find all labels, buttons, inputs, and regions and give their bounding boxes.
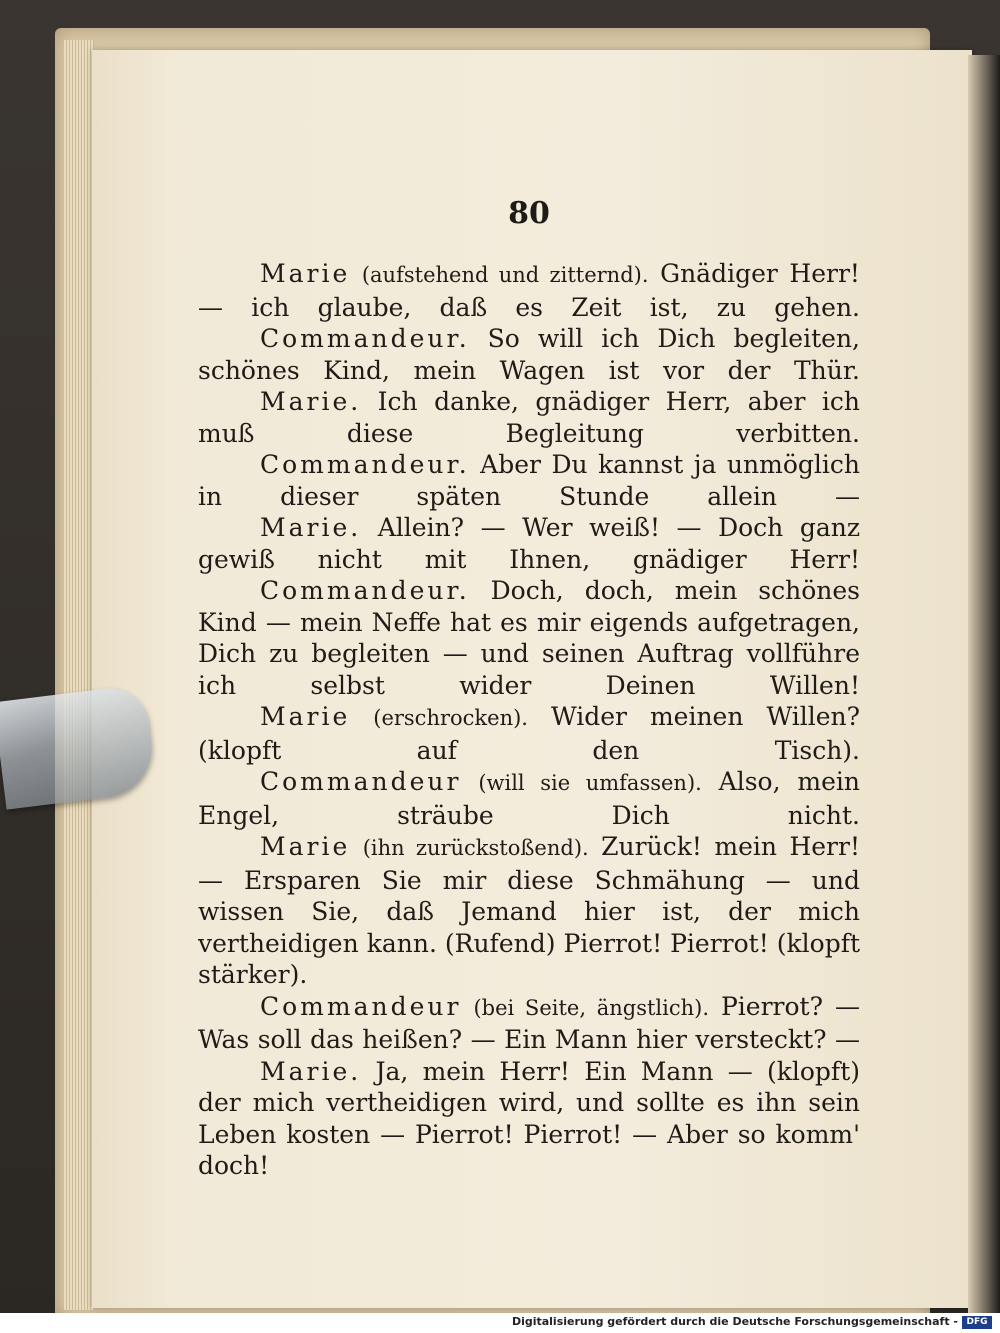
paragraph-2 [198,323,860,386]
dialogue-text: Doch, doch, mein schönes Kind — mein Neffe hat es mir eigends aufgetragen, Dich zu begleiten — und seinen Auftrag vollführe ich selbst wider Deinen Willen! [198,576,860,700]
paragraph-10 [198,991,860,1056]
paragraph-8 [198,766,860,831]
paragraph-4 [198,449,860,512]
paragraph-3 [198,386,860,449]
page-number: 80 [508,196,550,231]
speaker-name: Commandeur [260,991,462,1021]
dialogue-text: Allein? — Wer weiß! — Doch ganz gewiß nicht mit Ihnen, gnädiger Herr! [198,513,860,574]
speaker-name: Marie [260,259,351,288]
speaker-name: Marie. [260,513,362,542]
paragraph-11 [198,1056,860,1182]
dialogue-text: Aber Du kannst ja unmöglich in dieser späten Stunde allein — [198,450,860,511]
dialogue-text: Ja, mein Herr! Ein Mann — (klopft) der mich vertheidigen wird, und sollte es ihn sein Leben kosten — Pierrot! Pierrot! — Aber so komm' doch! [198,1056,860,1180]
dialogue-text: Ich danke, gnädiger Herr, aber ich muß diese Begleitung verbitten. [198,387,860,448]
stage-direction: (aufstehend und zitternd). [361,263,649,287]
speaker-name: Marie. [260,387,362,416]
paragraph-5 [198,512,860,575]
dialogue-text: Zurück! mein Herr! — Ersparen Sie mir diese Schmähung — und wissen Sie, daß Jemand hier ist, der mich vertheidigen kann. (Rufend) Pierrot! Pierrot! (klopft stärker). [198,832,860,989]
paragraph-6 [198,575,860,701]
digitization-credit: Digitalisierung gefördert durch die Deutsche Forschungsgemeinschaft - [511,1315,958,1328]
footer-bar [0,1313,1000,1333]
stage-direction: (ihn zurückstoßend). [362,836,589,860]
speaker-name: Commandeur. [260,576,470,605]
dfg-logo: DFG [962,1316,992,1329]
speaker-name: Commandeur [260,767,462,796]
stage-direction: (will sie umfassen). [478,771,702,795]
speaker-name: Commandeur. [260,450,470,479]
dialogue-text: So will ich Dich begleiten, schönes Kind, mein Wagen ist vor der Thür. [198,324,860,385]
paragraph-7 [198,701,860,766]
speaker-name: Commandeur. [260,324,470,353]
book-gutter-shadow [968,55,1000,1315]
dialogue-text: Wider meinen Willen? (klopft auf den Tisch). [198,702,860,765]
dialogue-text: Pierrot? — Was soll das heißen? — Ein Mann hier versteckt? — [198,991,860,1054]
stage-direction: (erschrocken). [373,706,528,730]
speaker-name: Marie [260,702,351,731]
paragraph-9 [198,831,860,991]
stage-direction: (bei Seite, ängstlich). [473,995,709,1020]
page-text [198,258,860,1182]
dialogue-text: Gnädiger Herr! — ich glaube, daß es Zeit ist, zu gehen. [198,259,860,322]
paragraph-1 [198,258,860,323]
speaker-name: Marie [260,832,351,861]
speaker-name: Marie. [260,1056,362,1086]
dialogue-text: Also, mein Engel, sträube Dich nicht. [198,767,860,830]
